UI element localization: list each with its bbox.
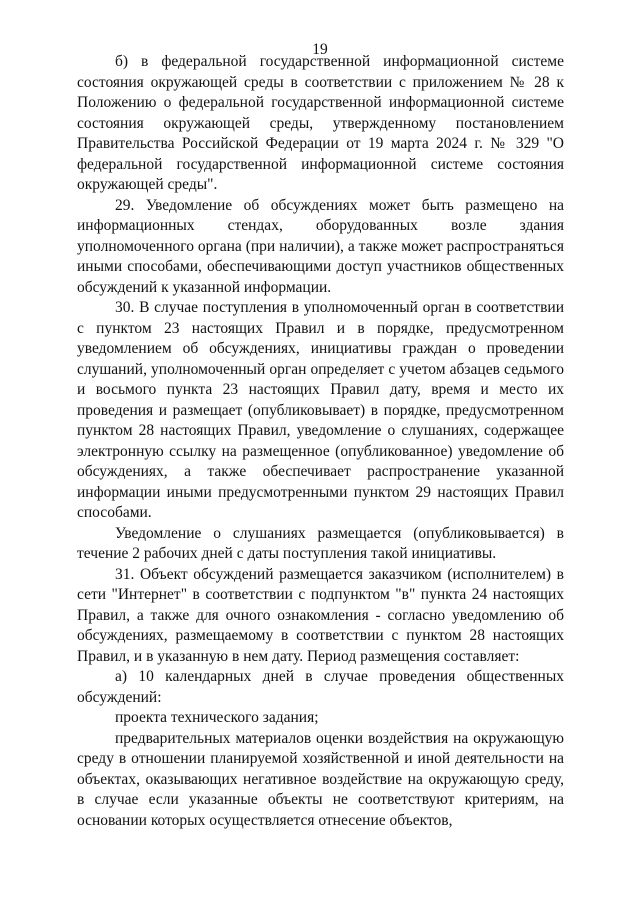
paragraph-4: Уведомление о слушаниях размещается (опубликовывается) в течение 2 рабочих дней с даты поступления такой инициативы. [77, 524, 564, 562]
paragraph-1: б) в федеральной государственной информационной системе состояния окружающей среды в соответствии с приложением № 28 к Положению о федеральной государственной информационной системе состояния окружающей среды, утвержденному постановлением Правительства Российской Федерации от 19 марта 2024 г. № 329 "О федеральной государственной информационной системе состояния окружающей среды". [77, 53, 564, 193]
paragraph-7: проекта технического задания; [115, 709, 319, 726]
document-body [77, 52, 564, 831]
paragraph-8: предварительных материалов оценки воздействия на окружающую среду в отношении планируемой хозяйственной и иной деятельности на объектах, оказывающих негативное воздействие на окружающую среду, в случае если указанные объекты не соответствуют критериям, на основании которых осуществляется отнесение объектов, [77, 729, 564, 829]
paragraph-3: 30. В случае поступления в уполномоченный орган в соответствии с пунктом 23 настоящих Правил и в порядке, предусмотренном уведомлением об обсуждениях, инициативы граждан о проведении слушаний, уполномоченный орган определяет с учетом абзацев седьмого и восьмого пункта 23 настоящих Правил дату, время и место их проведения и размещает (опубликовывает) в порядке, предусмотренном пунктом 28 настоящих Правил, уведомление о слушаниях, содержащее электронную ссылку на размещенное (опубликованное) уведомление об обсуждениях, а также обеспечивает распространение указанной информации иными предусмотренными пунктом 29 настоящих Правил способами. [77, 299, 564, 521]
paragraph-2: 29. Уведомление об обсуждениях может быть размещено на информационных стендах, оборудованных возле здания уполномоченного органа (при наличии), а также может распространяться иными способами, обеспечивающими доступ участников общественных обсуждений к указанной информации. [77, 196, 564, 296]
paragraph-5: 31. Объект обсуждений размещается заказчиком (исполнителем) в сети "Интернет" в соответствии с подпунктом "в" пункта 24 настоящих Правил, а также для очного ознакомления - согласно уведомлению об обсуждениях, размещаемому в соответствии с пунктом 28 настоящих Правил, и в указанную в нем дату. Период размещения составляет: [77, 565, 564, 665]
paragraph-6: а) 10 календарных дней в случае проведения общественных обсуждений: [77, 668, 564, 706]
page-number: 19 [312, 41, 328, 58]
